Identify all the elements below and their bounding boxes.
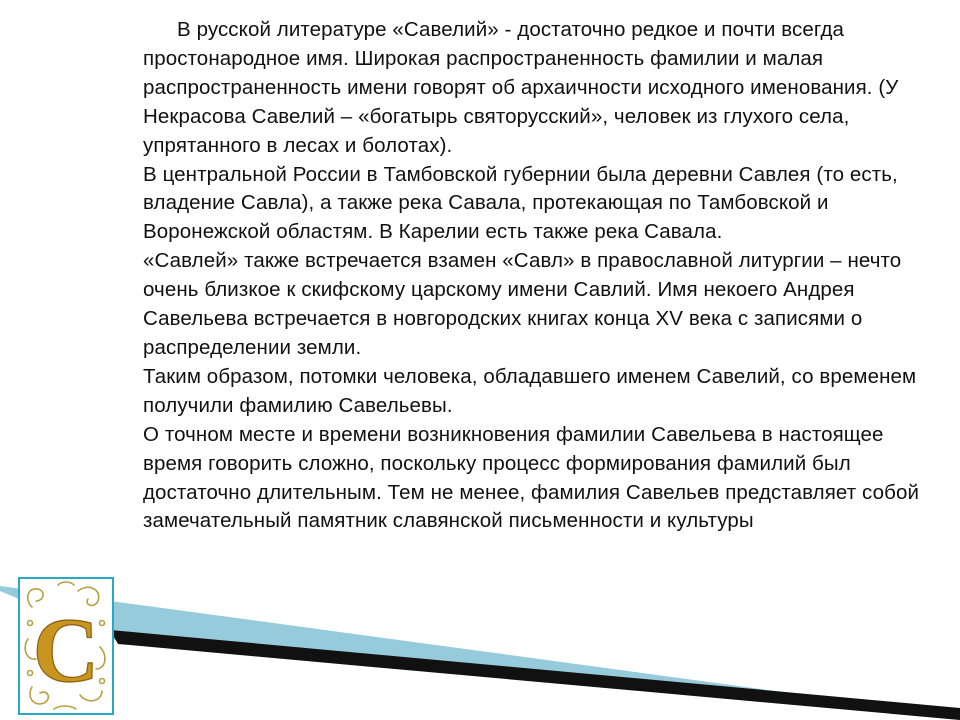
paragraph-5: О точном месте и времени возникновения фамилии Савельева в настоящее время говорить сложно, поскольку процесс формирования фамилий был достаточно длительным. Тем не менее, фамилия Савельев представляет собой замечательный памятник славянской письменности и культуры	[143, 422, 920, 533]
dark-wedge	[110, 630, 960, 720]
paragraph-2: В центральной России в Тамбовской губернии была деревни Савлея (то есть, владение Савла), а также река Савала, протекающая по Тамбовской и Воронежской областям. В Карелии есть также река Савала.	[143, 162, 898, 244]
corner-decoration	[0, 560, 960, 720]
monogram-letter: С	[32, 599, 100, 701]
paragraph-4: Таким образом, потомки человека, обладавшего именем Савелий, со временем получили фамилию Савельевы.	[143, 364, 917, 417]
text-block	[143, 16, 933, 536]
paragraph-1: В русской литературе «Савелий» - достаточно редкое и почти всегда простонародное имя. Широкая распространенность фамилии и малая распространенность имени говорят об архаичности исходного именования. (У Некрасова Савелий – «богатырь святорусский», человек из глухого села, упрятанного в лесах и болотах).	[143, 18, 899, 157]
monogram-logo	[18, 577, 114, 715]
paragraph-3: «Савлей» также встречается взамен «Савл» в православной литургии – нечто очень близкое к скифскому царскому имени Савлий. Имя некоего Андрея Савельева встречается в новгородских книгах конца XV века с записями о распределении земли.	[143, 249, 902, 359]
